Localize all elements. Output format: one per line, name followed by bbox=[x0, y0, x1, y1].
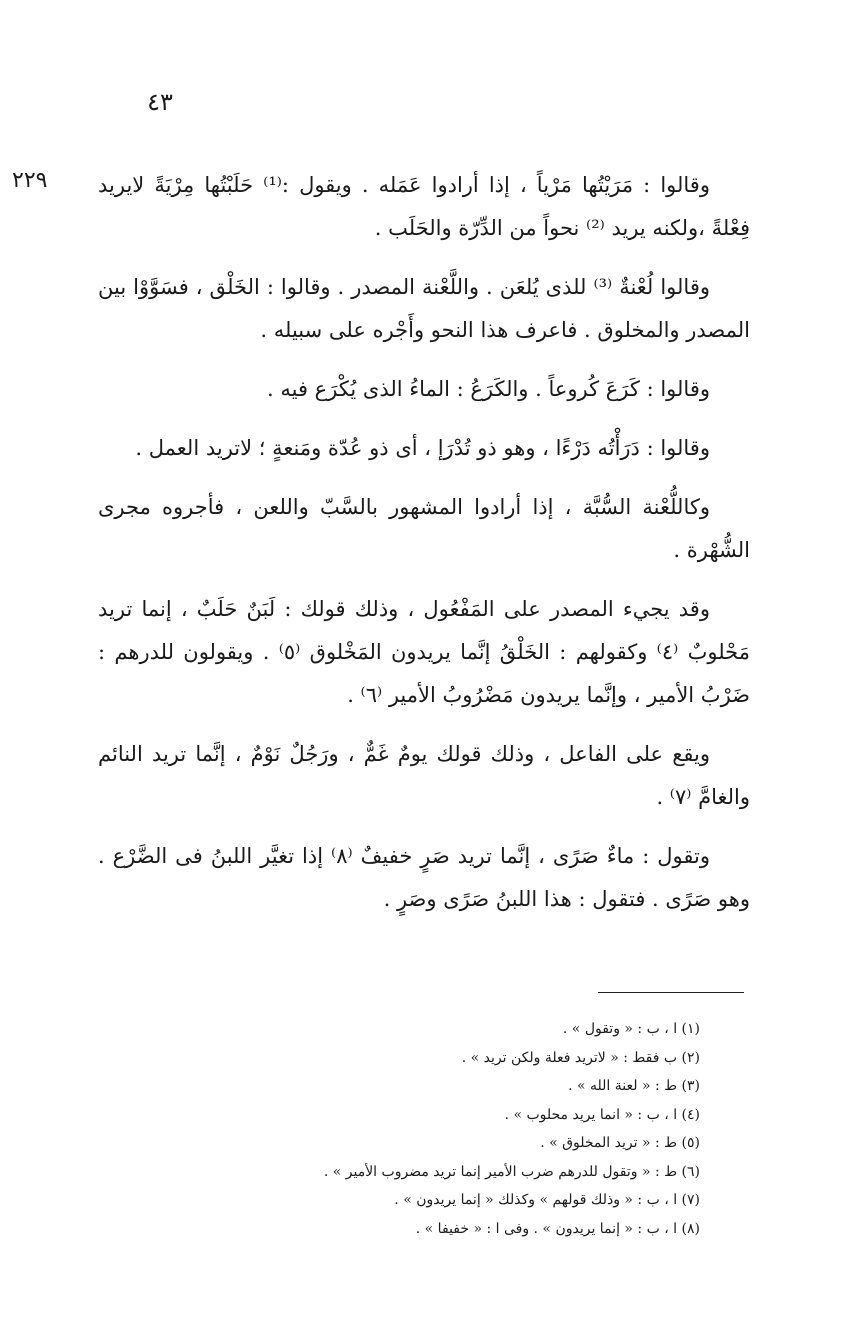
paragraph: وقالوا لُعْنةٌ ⁽³⁾ للذى يُلعَن . واللَّعْنة المصدر . وقالوا : الخَلْق ، فسَوَّوْا بين المصدر والمخلوق . فاعرف هذا النحو وأَجْره على سبيله . bbox=[98, 275, 750, 342]
footnote: (٢) ب فقط : « لاتريد فعلة ولكن تريد » . bbox=[461, 1049, 700, 1066]
footnote: (٧) ا ، ب : « وذلك قولهم » وكذلك « إنما يريدون » . bbox=[394, 1192, 700, 1208]
page-number: ٤٣ bbox=[147, 88, 173, 116]
paragraph: وكاللُّعْنة السُّبَّة ، إذا أرادوا المشهور بالسَّبّ واللعن ، فأجروه مجرى الشُّهْرة . bbox=[98, 495, 750, 562]
footnote: (١) ا ، ب : « وتقول » . bbox=[562, 1021, 700, 1037]
footnote: (٣) ط : « لعنة الله » . bbox=[568, 1078, 700, 1094]
footnote: (٨) ا ، ب : « إنما يريدون » . وفى ا : « خفيفا » . bbox=[415, 1220, 700, 1237]
footnote: (٥) ط : « تريد المخلوق » . bbox=[540, 1135, 700, 1151]
paragraph: وقالوا : دَرَأْتُه دَرْءًا ، وهو ذو تُدْرَإ ، أى ذو عُدّة ومَنعةٍ ؛ لاتريد العمل . bbox=[135, 436, 710, 460]
footnote: (٦) ط : « وتقول للدرهم ضرب الأمير إنما تريد مضروب الأمير » . bbox=[323, 1163, 700, 1180]
paragraph: وتقول : ماءٌ صَرًى ، إنَّما تريد صَرٍ خفيفٌ ⁽٨⁾ إذا تغيَّر اللبنُ فى الضَّرْع . وهو صَرًى . فتقول : هذا اللبنُ صَرًى وصَرٍ . bbox=[98, 844, 750, 911]
footnote-divider bbox=[598, 992, 744, 993]
footnote: (٤) ا ، ب : « انما يريد محلوب » . bbox=[504, 1106, 700, 1123]
paragraph: وقد يجيء المصدر على المَفْعُول ، وذلك قولك : لَبَنٌ حَلَبٌ ، إنما تريد مَحْلوبٌ ⁽٤⁾ وكقولهم : الخَلْقُ إنَّما يريدون المَخْلوق ⁽٥⁾ . ويقولون للدرهم : ضَرْبُ الأمير ، وإنَّما يريدون مَضْرُوبُ الأمير ⁽٦⁾ . bbox=[98, 597, 750, 707]
main-text bbox=[98, 164, 750, 937]
paragraph: وقالوا : مَرَيْتُها مَرْياً ، إذا أرادوا عَمَله . ويقول :⁽¹⁾ حَلَبْتُها مِرْيَةً لايريد فِعْلةً ،ولكنه يريد ⁽²⁾ نحواً من الدِّرّة والحَلَب . bbox=[98, 173, 750, 240]
paragraph: ويقع على الفاعل ، وذلك قولك يومٌ غَمٌّ ، ورَجُلٌ نَوْمٌ ، إنَّما تريد النائم والغامَّ ⁽٧⁾ . bbox=[98, 742, 750, 809]
footnotes bbox=[200, 1015, 700, 1243]
margin-reference-number: ٢٢٩ bbox=[12, 168, 48, 193]
paragraph: وقالوا : كَرَعَ كُروعاً . والكَرَعُ : الماءُ الذى يُكْرَع فيه . bbox=[267, 377, 710, 401]
